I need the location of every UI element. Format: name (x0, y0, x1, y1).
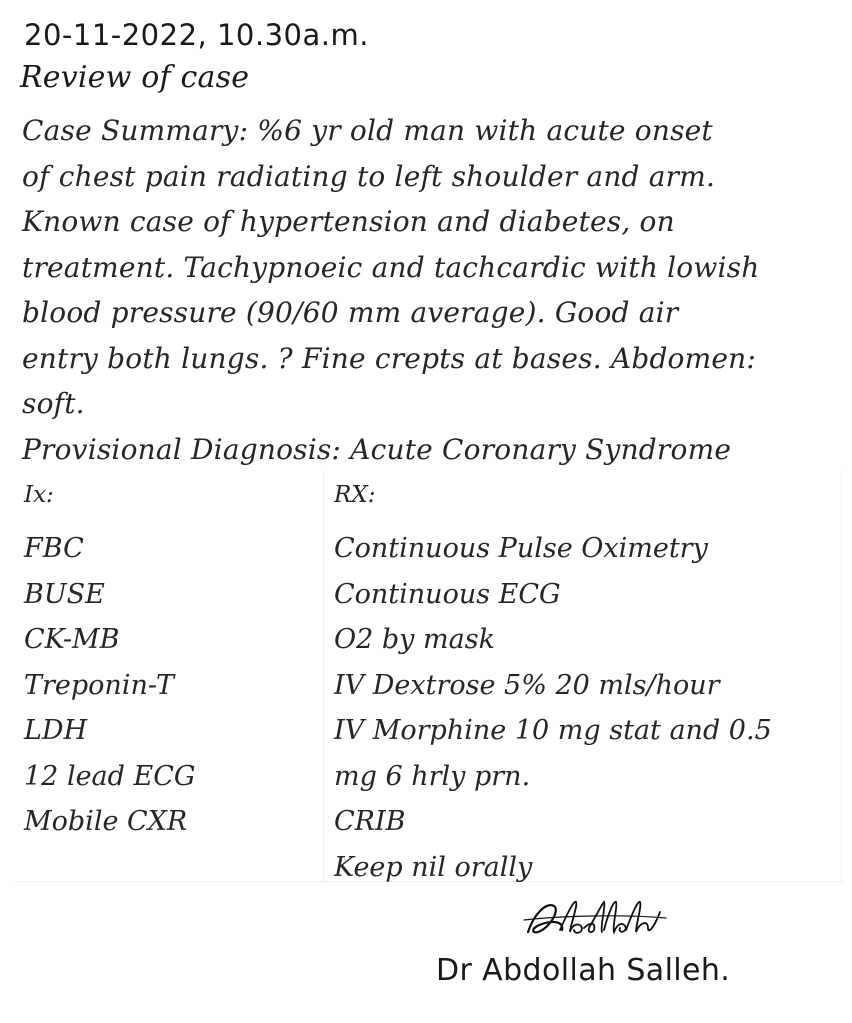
column-divider (323, 471, 324, 881)
treatment-item: Continuous Pulse Oximetry (334, 533, 708, 564)
treatment-item: Continuous ECG (334, 578, 561, 610)
doctor-name: Dr Abdollah Salleh. (436, 953, 731, 988)
treatment-heading: RX: (334, 482, 376, 508)
treatment-item: mg 6 hrly prn. (334, 760, 531, 792)
note-date-time: 20-11-2022, 10.30a.m. (24, 18, 369, 52)
summary-line: Known case of hypertension and diabetes, on (22, 205, 675, 238)
summary-line: blood pressure (90/60 mm average). Good air (22, 296, 679, 329)
treatment-column (334, 481, 772, 890)
summary-line: Case Summary: %6 yr old man with acute onset (22, 114, 713, 147)
investigation-item: BUSE (24, 578, 105, 610)
investigation-item: LDH (24, 715, 88, 746)
investigations-heading: Ix: (24, 482, 54, 508)
investigation-item: Treponin-T (24, 669, 175, 701)
treatment-item: Keep nil orally (334, 851, 533, 883)
investigation-item: Mobile CXR (24, 806, 188, 837)
treatment-item: IV Morphine 10 mg stat and 0.5 (334, 715, 772, 746)
summary-line: of chest pain radiating to left shoulder and arm. (22, 159, 716, 193)
investigation-item: 12 lead ECG (24, 760, 196, 792)
orders-table (14, 471, 842, 882)
summary-line: soft. (22, 387, 85, 420)
provisional-diagnosis: Provisional Diagnosis: Acute Coronary Syndrome (22, 432, 732, 466)
summary-line: entry both lungs. ? Fine crepts at bases. Abdomen: (22, 341, 757, 375)
handwritten-signature (520, 892, 670, 948)
treatment-item: IV Dextrose 5% 20 mls/hour (334, 669, 720, 701)
investigation-item: FBC (24, 533, 84, 564)
case-summary (22, 108, 842, 472)
note-title: Review of case (20, 60, 250, 95)
investigation-item: CK-MB (24, 624, 120, 655)
investigations-column (24, 481, 195, 845)
summary-line: treatment. Tachypnoeic and tachcardic with lowish (22, 250, 760, 284)
treatment-item: O2 by mask (334, 624, 495, 655)
treatment-item: CRIB (334, 806, 406, 837)
